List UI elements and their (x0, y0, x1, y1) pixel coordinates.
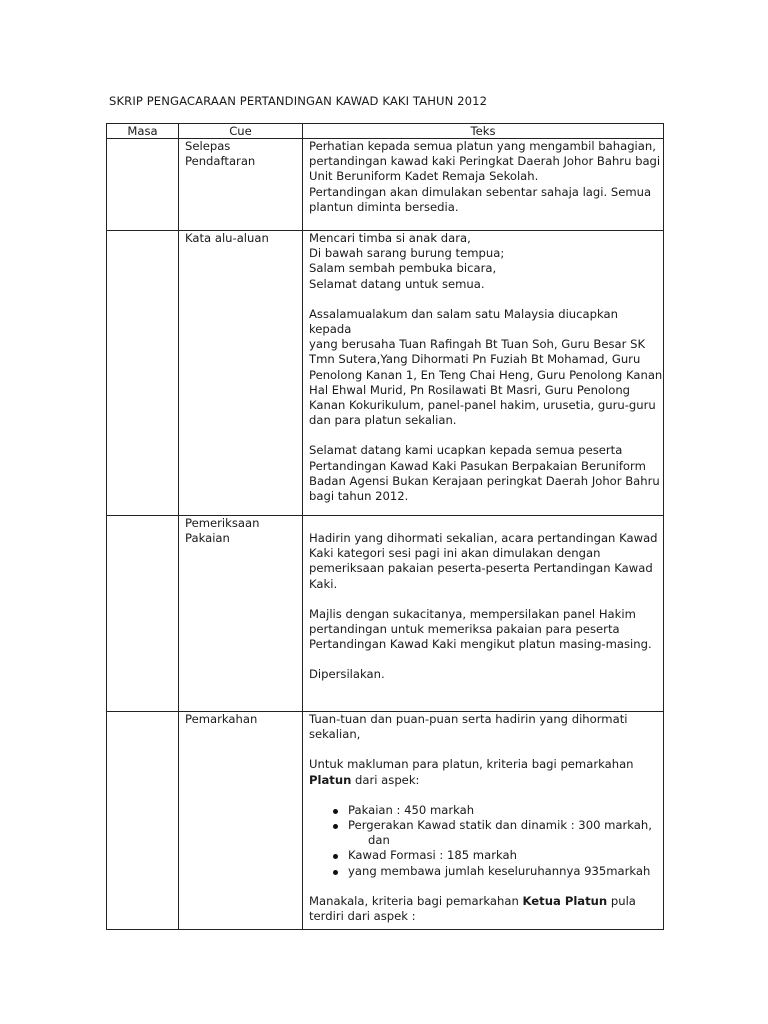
selamat-line: Pertandingan Kawad Kaki Pasukan Berpakaian Beruniform (309, 458, 646, 473)
teks-line: Untuk makluman para platun, kriteria bagi pemarkahan (309, 757, 634, 772)
teks-line: sekalian, (309, 727, 361, 742)
masa-cell (107, 231, 179, 516)
teks-fragment: dari aspek: (351, 772, 420, 787)
teks-line: pertandingan untuk memeriksa pakaian para peserta (309, 622, 620, 637)
table-header-row (107, 124, 664, 139)
salam-line: Kanan Kokurikulum, panel-panel hakim, urusetia, guru-guru (309, 398, 656, 413)
pantun-line: Salam sembah pembuka bicara, (309, 261, 497, 276)
table-row (107, 516, 664, 712)
teks-line: Majlis dengan sukacitanya, mempersilakan panel Hakim (309, 606, 636, 621)
teks-cell (303, 712, 664, 930)
masa-cell (107, 712, 179, 930)
salam-line: Assalamualakum dan salam satu Malaysia diucapkan kepada (309, 306, 618, 337)
salam-line: yang berusaha Tuan Rafingah Bt Tuan Soh, Guru Besar SK (309, 337, 646, 352)
teks-line: Kaki kategori sesi pagi ini akan dimulakan dengan (309, 546, 601, 561)
teks-line: plantun diminta bersedia. (309, 199, 459, 214)
teks-line: Dipersilakan. (309, 667, 385, 682)
teks-line: Unit Beruniform Kadet Remaja Sekolah. (309, 169, 539, 184)
cue-cell (179, 712, 303, 930)
bold-term: Ketua Platun (522, 893, 608, 908)
salam-line: Penolong Kanan 1, En Teng Chai Heng, Guru Penolong Kanan (309, 367, 663, 382)
teks-line: terdiri dari aspek : (309, 909, 416, 924)
cue-line: Kata alu-aluan (185, 231, 269, 245)
bold-term: Platun (309, 772, 352, 787)
salam-line: dan para platun sekalian. (309, 413, 457, 428)
teks-cell (303, 516, 664, 712)
column-header-cue: Cue (179, 124, 303, 139)
list-item: Pergerakan Kawad statik dan dinamik : 300 markah, dan (348, 818, 663, 848)
cue-line: Selepas (185, 139, 231, 153)
list-item: Pakaian : 450 markah (348, 803, 663, 818)
teks-line (309, 773, 663, 788)
cue-line: Pemeriksaan (185, 516, 260, 530)
teks-line: pemeriksaan pakaian peserta-peserta Pertandingan Kawad (309, 561, 653, 576)
column-header-teks: Teks (303, 124, 664, 139)
script-table (106, 123, 664, 930)
teks-line: Hadirin yang dihormati sekalian, acara pertandingan Kawad (309, 531, 658, 545)
column-header-masa: Masa (107, 124, 179, 139)
teks-line: Perhatian kepada semua platun yang mengambil bahagian, (309, 139, 656, 153)
cue-line: Pemarkahan (185, 712, 258, 726)
teks-line: Tuan-tuan dan puan-puan serta hadirin yang dihormati (309, 712, 628, 726)
teks-line: Kaki. (309, 576, 338, 591)
cue-line: Pendaftaran (185, 154, 256, 169)
page-title: SKRIP PENGACARAAN PERTANDINGAN KAWAD KAKI TAHUN 2012 (109, 94, 488, 108)
teks-line: Pertandingan Kawad Kaki mengikut platun masing-masing. (309, 637, 652, 652)
selamat-line: Badan Agensi Bukan Kerajaan peringkat Daerah Johor Bahru (309, 473, 660, 488)
selamat-line: bagi tahun 2012. (309, 489, 409, 504)
pantun-line: Mencari timba si anak dara, (309, 231, 471, 245)
criteria-list (309, 803, 663, 879)
pantun-line: Di bawah sarang burung tempua; (309, 246, 505, 261)
list-item: yang membawa jumlah keseluruhannya 935markah (348, 864, 663, 879)
teks-cell (303, 139, 664, 231)
selamat-line: Selamat datang kami ucapkan kepada semua peserta (309, 443, 623, 458)
teks-cell (303, 231, 664, 516)
cue-cell (179, 516, 303, 712)
pantun-line: Selamat datang untuk semua. (309, 276, 485, 291)
table-row (107, 712, 664, 930)
table-row (107, 231, 664, 516)
table-row (107, 139, 664, 231)
masa-cell (107, 139, 179, 231)
salam-line: Tmn Sutera,Yang Dihormati Pn Fuziah Bt Mohamad, Guru (309, 352, 641, 367)
teks-fragment: Manakala, kriteria bagi pemarkahan (309, 893, 523, 908)
teks-line: pertandingan kawad kaki Peringkat Daerah Johor Bahru bagi (309, 154, 661, 169)
masa-cell (107, 516, 179, 712)
teks-line (309, 894, 663, 909)
teks-line: Pertandingan akan dimulakan sebentar sahaja lagi. Semua (309, 184, 652, 199)
cue-cell (179, 139, 303, 231)
cue-cell (179, 231, 303, 516)
cue-line: Pakaian (185, 531, 230, 546)
list-item: Kawad Formasi : 185 markah (348, 848, 663, 863)
salam-line: Hal Ehwal Murid, Pn Rosilawati Bt Masri, Guru Penolong (309, 382, 631, 397)
teks-fragment: pula (607, 893, 636, 908)
